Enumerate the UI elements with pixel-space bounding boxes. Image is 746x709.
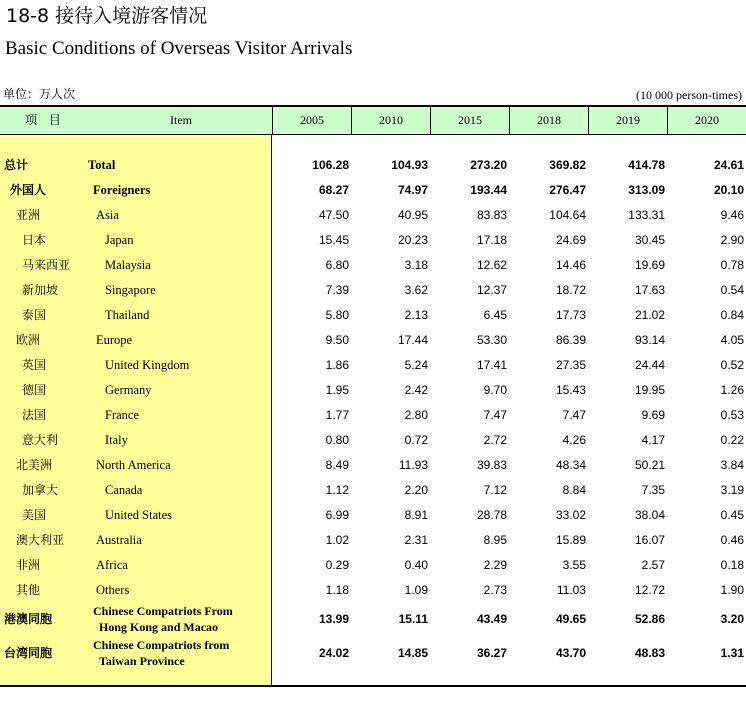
value-cell-2020: 1.31 [720, 646, 744, 660]
value-cell-2015: 2.29 [483, 558, 507, 572]
row-label-english: Europe [96, 333, 133, 347]
row-label-english: Asia [96, 208, 119, 222]
value-cell-2015: 53.30 [476, 333, 507, 347]
row-label-english: Total [88, 158, 116, 172]
value-cell-2005: 0.80 [325, 433, 349, 447]
value-cell-2020: 3.84 [720, 458, 744, 472]
value-cell-2015: 9.70 [483, 383, 507, 397]
header-item-english: Item [170, 113, 192, 127]
row-label-chinese: 欧洲 [16, 333, 41, 347]
value-cell-2018: 48.34 [555, 458, 586, 472]
value-cell-2015: 6.45 [483, 308, 507, 322]
value-cell-2019: 52.86 [634, 612, 665, 626]
value-cell-2020: 2.90 [720, 233, 744, 247]
table-title-english: Basic Conditions of Overseas Visitor Arrivals [5, 38, 353, 59]
value-cell-2010: 1.09 [404, 583, 428, 597]
value-cell-2005: 8.49 [325, 458, 349, 472]
value-cell-2020: 3.19 [720, 483, 744, 497]
value-cell-2019: 414.78 [628, 158, 665, 172]
table-row [0, 378, 746, 403]
row-label-chinese: 总计 [4, 158, 29, 172]
value-cell-2015: 39.83 [476, 458, 507, 472]
table-title-chinese: 18-8 接待入境游客情况 [6, 5, 208, 27]
value-cell-2018: 7.47 [562, 408, 586, 422]
value-cell-2018: 3.55 [562, 558, 586, 572]
row-label-chinese: 澳大利亚 [16, 533, 65, 547]
value-cell-2018: 15.89 [555, 533, 586, 547]
value-cell-2020: 0.52 [720, 358, 744, 372]
value-cell-2018: 18.72 [555, 283, 586, 297]
row-label-chinese: 非洲 [16, 558, 41, 572]
value-cell-2019: 2.57 [641, 558, 665, 572]
header-year-2019: 2019 [588, 107, 667, 134]
value-cell-2010: 14.85 [397, 646, 428, 660]
value-cell-2015: 273.20 [470, 158, 507, 172]
value-cell-2015: 83.83 [476, 208, 507, 222]
row-label-chinese: 其他 [16, 583, 41, 597]
value-cell-2019: 48.83 [634, 646, 665, 660]
value-cell-2018: 17.73 [555, 308, 586, 322]
value-cell-2020: 0.18 [720, 558, 744, 572]
row-label-chinese: 外国人 [10, 183, 47, 197]
table-row [0, 638, 746, 668]
value-cell-2005: 5.80 [325, 308, 349, 322]
value-cell-2010: 20.23 [397, 233, 428, 247]
value-cell-2015: 36.27 [476, 646, 507, 660]
value-cell-2005: 1.18 [325, 583, 349, 597]
value-cell-2018: 8.84 [562, 483, 586, 497]
value-cell-2015: 17.41 [476, 358, 507, 372]
value-cell-2020: 9.46 [720, 208, 744, 222]
value-cell-2015: 8.95 [483, 533, 507, 547]
row-label-chinese: 港澳同胞 [4, 612, 53, 626]
table-row [0, 478, 746, 503]
row-label-english: Foreigners [93, 183, 151, 197]
row-label-chinese: 泰国 [22, 308, 47, 322]
row-label-english [93, 637, 229, 671]
header-year-2020: 2020 [667, 107, 746, 134]
table-row [0, 153, 746, 178]
value-cell-2019: 133.31 [628, 208, 665, 222]
row-label-english: Singapore [105, 283, 156, 297]
value-cell-2005: 1.12 [325, 483, 349, 497]
value-cell-2020: 24.61 [713, 158, 744, 172]
value-cell-2019: 21.02 [634, 308, 665, 322]
value-cell-2018: 49.65 [555, 612, 586, 626]
header-item-chinese: 项 目 [25, 113, 65, 127]
value-cell-2010: 2.42 [404, 383, 428, 397]
value-cell-2018: 104.64 [549, 208, 586, 222]
value-cell-2005: 6.99 [325, 508, 349, 522]
table-row [0, 578, 746, 603]
value-cell-2019: 30.45 [634, 233, 665, 247]
value-cell-2010: 0.72 [404, 433, 428, 447]
value-cell-2020: 1.26 [720, 383, 744, 397]
row-label-english: Thailand [105, 308, 150, 322]
value-cell-2020: 0.78 [720, 258, 744, 272]
table-row [0, 553, 746, 578]
value-cell-2020: 0.84 [720, 308, 744, 322]
row-label-english: United Kingdom [105, 358, 190, 372]
value-cell-2010: 2.20 [404, 483, 428, 497]
value-cell-2015: 2.72 [483, 433, 507, 447]
value-cell-2010: 2.31 [404, 533, 428, 547]
value-cell-2005: 47.50 [318, 208, 349, 222]
header-year-2015: 2015 [430, 107, 509, 134]
value-cell-2005: 9.50 [325, 333, 349, 347]
value-cell-2019: 19.95 [634, 383, 665, 397]
value-cell-2018: 33.02 [555, 508, 586, 522]
value-cell-2005: 68.27 [318, 183, 349, 197]
value-cell-2015: 12.62 [476, 258, 507, 272]
value-cell-2019: 9.69 [641, 408, 665, 422]
value-cell-2010: 3.18 [404, 258, 428, 272]
row-label-english: France [105, 408, 140, 422]
header-year-2010: 2010 [351, 107, 430, 134]
value-cell-2020: 0.54 [720, 283, 744, 297]
value-cell-2018: 369.82 [549, 158, 586, 172]
value-cell-2015: 2.73 [483, 583, 507, 597]
value-cell-2020: 0.45 [720, 508, 744, 522]
value-cell-2005: 1.86 [325, 358, 349, 372]
value-cell-2019: 313.09 [628, 183, 665, 197]
value-cell-2015: 7.47 [483, 408, 507, 422]
value-cell-2015: 193.44 [470, 183, 507, 197]
value-cell-2005: 7.39 [325, 283, 349, 297]
row-label-chinese: 亚洲 [16, 208, 41, 222]
row-label-english [93, 603, 233, 637]
row-label-english: North America [96, 458, 171, 472]
row-label-chinese: 新加坡 [22, 283, 59, 297]
row-label-english: Germany [105, 383, 152, 397]
row-label-english-line: Chinese Compatriots From [93, 604, 233, 618]
table-row [0, 178, 746, 203]
value-cell-2020: 3.20 [720, 612, 744, 626]
value-cell-2019: 50.21 [634, 458, 665, 472]
value-cell-2010: 15.11 [398, 612, 428, 626]
row-label-chinese: 加拿大 [22, 483, 59, 497]
table-row [0, 503, 746, 528]
value-cell-2015: 7.12 [483, 483, 507, 497]
value-cell-2005: 106.28 [312, 158, 349, 172]
value-cell-2019: 7.35 [641, 483, 665, 497]
table-row [0, 328, 746, 353]
header-year-2005: 2005 [272, 107, 351, 134]
row-label-english: United States [105, 508, 173, 522]
value-cell-2020: 4.05 [720, 333, 744, 347]
row-label-chinese: 日本 [22, 233, 47, 247]
value-cell-2018: 11.03 [556, 583, 586, 597]
value-cell-2019: 17.63 [634, 283, 665, 297]
row-label-english-line: Chinese Compatriots from [93, 638, 230, 652]
unit-label-chinese: 单位：万人次 [3, 87, 76, 101]
data-table [0, 105, 746, 687]
value-cell-2010: 17.44 [397, 333, 428, 347]
value-cell-2018: 27.35 [555, 358, 586, 372]
value-cell-2020: 0.53 [720, 408, 744, 422]
table-row [0, 353, 746, 378]
value-cell-2015: 17.18 [476, 233, 507, 247]
row-label-english: Canada [105, 483, 143, 497]
row-label-english: Japan [105, 233, 134, 247]
row-label-chinese: 马来西亚 [22, 258, 71, 272]
value-cell-2019: 93.14 [634, 333, 665, 347]
value-cell-2010: 8.91 [404, 508, 428, 522]
value-cell-2015: 43.49 [476, 612, 507, 626]
value-cell-2020: 0.46 [720, 533, 744, 547]
table-row [0, 528, 746, 553]
table-row [0, 428, 746, 453]
row-label-english-line: Taiwan Province [99, 654, 185, 668]
row-label-chinese: 法国 [22, 408, 47, 422]
value-cell-2019: 12.72 [634, 583, 665, 597]
row-label-english: Malaysia [105, 258, 151, 272]
row-label-english: Italy [105, 433, 128, 447]
row-label-chinese: 德国 [22, 383, 47, 397]
value-cell-2020: 0.22 [720, 433, 744, 447]
row-label-chinese: 英国 [22, 358, 47, 372]
table-row [0, 228, 746, 253]
value-cell-2005: 15.45 [318, 233, 349, 247]
value-cell-2018: 43.70 [555, 646, 586, 660]
value-cell-2019: 24.44 [634, 358, 665, 372]
value-cell-2018: 276.47 [549, 183, 586, 197]
table-row [0, 278, 746, 303]
table-row [0, 303, 746, 328]
value-cell-2005: 1.77 [325, 408, 349, 422]
value-cell-2018: 14.46 [555, 258, 586, 272]
value-cell-2015: 12.37 [476, 283, 507, 297]
value-cell-2018: 86.39 [555, 333, 586, 347]
value-cell-2020: 1.90 [720, 583, 744, 597]
table-row [0, 453, 746, 478]
value-cell-2018: 4.26 [562, 433, 586, 447]
value-cell-2010: 11.93 [398, 458, 428, 472]
header-year-2018: 2018 [509, 107, 588, 134]
row-label-english-line: Hong Kong and Macao [99, 620, 219, 634]
row-label-chinese: 美国 [22, 508, 47, 522]
value-cell-2005: 13.99 [318, 612, 349, 626]
value-cell-2010: 74.97 [397, 183, 428, 197]
value-cell-2019: 4.17 [641, 433, 665, 447]
value-cell-2005: 24.02 [318, 646, 349, 660]
table-row [0, 203, 746, 228]
value-cell-2010: 2.13 [404, 308, 428, 322]
row-label-english: Others [96, 583, 130, 597]
value-cell-2019: 38.04 [634, 508, 665, 522]
table-row [0, 403, 746, 428]
value-cell-2005: 1.02 [325, 533, 349, 547]
row-label-chinese: 意大利 [22, 433, 59, 447]
value-cell-2005: 0.29 [325, 558, 349, 572]
value-cell-2010: 3.62 [404, 283, 428, 297]
row-label-english: Africa [96, 558, 128, 572]
row-label-english: Australia [96, 533, 142, 547]
value-cell-2010: 40.95 [397, 208, 428, 222]
row-label-chinese: 北美洲 [16, 458, 53, 472]
value-cell-2005: 1.95 [325, 383, 349, 397]
value-cell-2010: 104.93 [391, 158, 428, 172]
value-cell-2005: 6.80 [325, 258, 349, 272]
value-cell-2019: 16.07 [634, 533, 665, 547]
table-row [0, 253, 746, 278]
value-cell-2018: 24.69 [555, 233, 586, 247]
row-label-chinese: 台湾同胞 [4, 646, 53, 660]
value-cell-2010: 2.80 [404, 408, 428, 422]
value-cell-2010: 0.40 [404, 558, 428, 572]
value-cell-2018: 15.43 [555, 383, 586, 397]
value-cell-2019: 19.69 [634, 258, 665, 272]
value-cell-2020: 20.10 [713, 183, 744, 197]
unit-label-english: (10 000 person-times) [636, 88, 742, 102]
value-cell-2015: 28.78 [476, 508, 507, 522]
value-cell-2010: 5.24 [404, 358, 428, 372]
table-header [0, 107, 746, 135]
table-row [0, 604, 746, 634]
